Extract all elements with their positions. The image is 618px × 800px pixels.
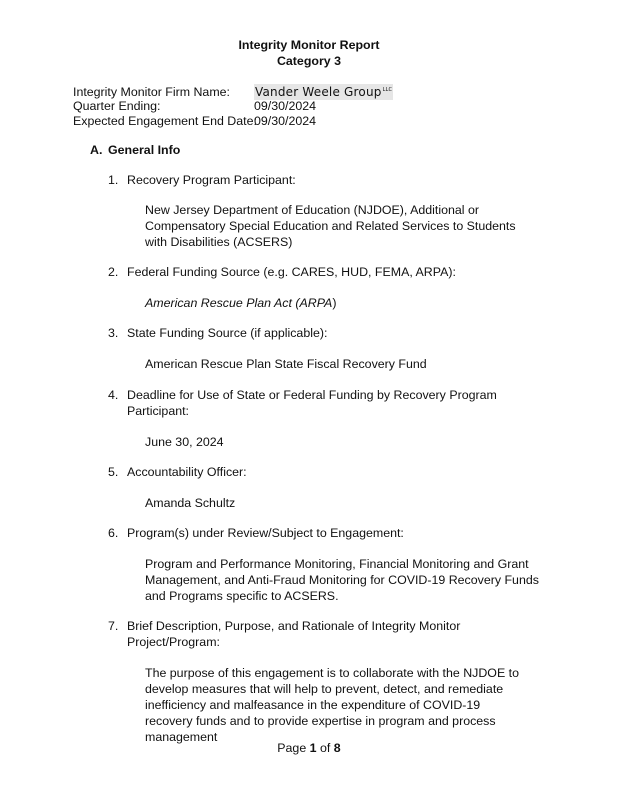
item-question: Brief Description, Purpose, and Rationale of Integrity Monitor Project/Program: (127, 619, 461, 649)
firm-name-label: Integrity Monitor Firm Name: (73, 85, 230, 99)
item-answer (145, 295, 540, 311)
item-number: 2. (108, 265, 119, 279)
item-number: 4. (108, 388, 119, 402)
footer-total-pages: 8 (333, 741, 341, 755)
item-answer: New Jersey Department of Education (NJDOE), Additional or Compensatory Special Education and Related Services to Students with Disabilities (ACSERS) (145, 203, 516, 249)
item-number: 6. (108, 526, 119, 540)
item-answer: Amanda Schultz (145, 496, 236, 510)
engagement-end-value: 09/30/2024 (254, 114, 317, 128)
item-question: Accountability Officer: (127, 465, 247, 479)
quarter-ending-value: 09/30/2024 (254, 99, 317, 113)
page-footer (0, 740, 618, 756)
item-number: 1. (108, 173, 119, 187)
section-title: General Info (108, 143, 181, 157)
item-answer-italic: American Rescue Plan Act (ARPA (145, 296, 333, 310)
section-letter: A. (90, 143, 103, 157)
item-question: State Funding Source (if applicable): (127, 326, 328, 340)
item-question: Federal Funding Source (e.g. CARES, HUD, FEMA, ARPA): (127, 265, 456, 279)
footer-middle: of (316, 741, 334, 755)
item-question: Deadline for Use of State or Federal Funding by Recovery Program Participant: (127, 388, 497, 418)
item-answer: The purpose of this engagement is to collaborate with the NJDOE to develop measures that will help to prevent, detect, and remediate inefficiency and malfeasance in the expenditure of COVID-19 recovery funds and to provide expertise in program and process management (145, 666, 519, 744)
report-category: Category 3 (276, 54, 342, 68)
report-title: Integrity Monitor Report (238, 38, 380, 52)
footer-current-page: 1 (309, 741, 317, 755)
firm-name-suffix: LLC (382, 87, 393, 93)
item-answer: June 30, 2024 (145, 435, 224, 449)
item-question: Recovery Program Participant: (127, 173, 296, 187)
item-answer: American Rescue Plan State Fiscal Recovery Fund (145, 357, 427, 371)
item-number: 7. (108, 619, 119, 633)
section-heading (90, 142, 180, 158)
firm-name-text: Vander Weele Group (255, 85, 382, 99)
item-answer-tail: ) (332, 296, 337, 310)
quarter-ending-label: Quarter Ending: (73, 99, 161, 113)
item-number: 3. (108, 326, 119, 340)
item-number: 5. (108, 465, 119, 479)
engagement-end-label: Expected Engagement End Date: (73, 114, 257, 128)
item-question: Program(s) under Review/Subject to Engagement: (127, 526, 404, 540)
item-answer: Program and Performance Monitoring, Financial Monitoring and Grant Management, and Anti-Fraud Monitoring for COVID-19 Recovery Funds and Programs specific to ACSERS. (145, 557, 539, 603)
footer-prefix: Page (277, 741, 310, 755)
